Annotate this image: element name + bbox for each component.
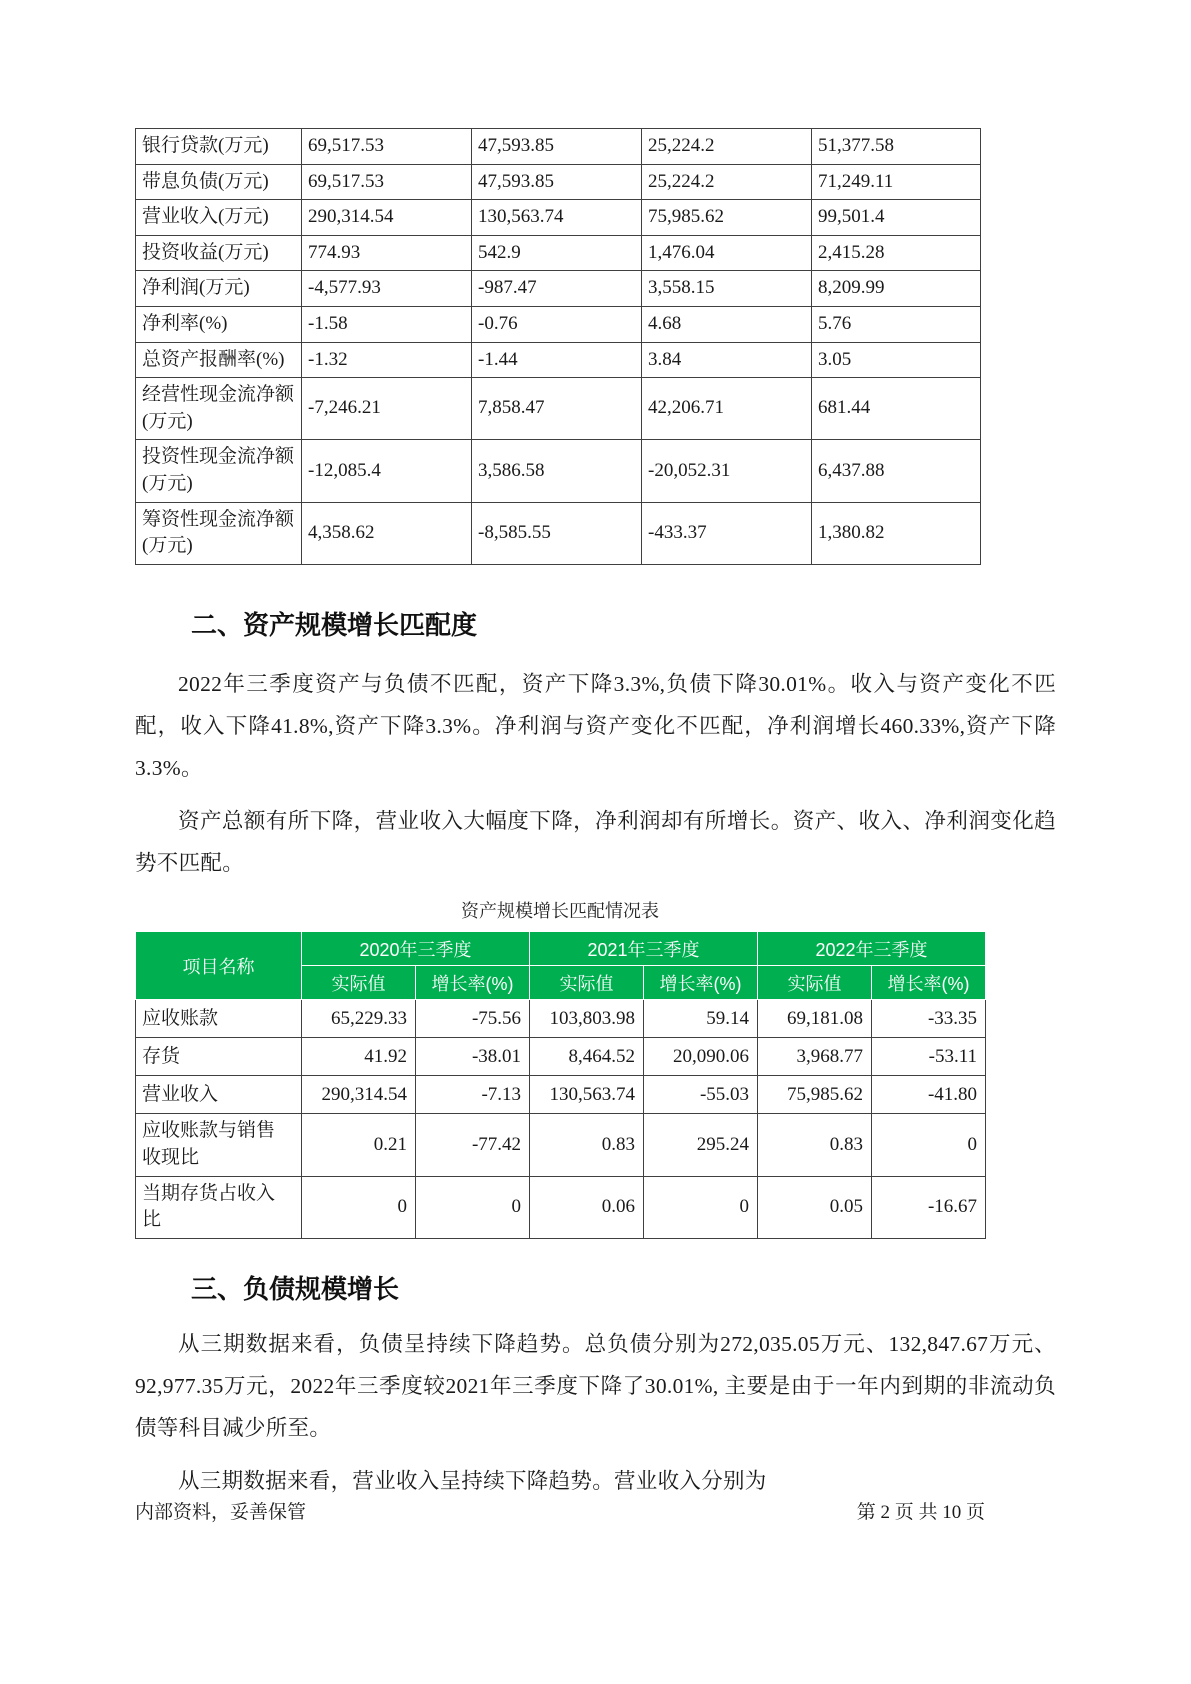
value-cell: 0 bbox=[872, 1114, 986, 1176]
metric-value: 25,224.2 bbox=[642, 129, 812, 165]
header-row-years bbox=[136, 932, 986, 966]
paragraph: 从三期数据来看，负债呈持续下降趋势。总负债分别为272,035.05万元、132,847.67万元、92,977.35万元，2022年三季度较2021年三季度下降了30.01%, 主要是由于一年内到期的非流动负债等科目减少所至。 bbox=[135, 1331, 1056, 1440]
metric-value: -433.37 bbox=[642, 502, 812, 564]
metric-value: 1,476.04 bbox=[642, 235, 812, 271]
metric-value: 290,314.54 bbox=[302, 200, 472, 236]
header-year-2020: 2020年三季度 bbox=[302, 932, 530, 966]
metric-row bbox=[136, 440, 981, 502]
value-cell: 0.05 bbox=[758, 1176, 872, 1238]
value-cell: 295.24 bbox=[644, 1114, 758, 1176]
header-growth-rate: 增长率(%) bbox=[644, 966, 758, 1000]
metric-value: 4.68 bbox=[642, 306, 812, 342]
item-name-cell: 存货 bbox=[136, 1038, 302, 1076]
match-row bbox=[136, 1114, 986, 1176]
match-row bbox=[136, 1038, 986, 1076]
metric-label: 总资产报酬率(%) bbox=[136, 342, 302, 378]
header-actual-value: 实际值 bbox=[302, 966, 416, 1000]
metric-label: 净利率(%) bbox=[136, 306, 302, 342]
footer-confidential-note: 内部资料，妥善保管 bbox=[135, 1502, 307, 1523]
metric-value: 7,858.47 bbox=[472, 378, 642, 440]
item-name-cell: 当期存货占收入比 bbox=[136, 1176, 302, 1238]
value-cell: -7.13 bbox=[416, 1076, 530, 1114]
metric-value: 47,593.85 bbox=[472, 164, 642, 200]
value-cell: 0.83 bbox=[530, 1114, 644, 1176]
value-cell: 0.21 bbox=[302, 1114, 416, 1176]
value-cell: 103,803.98 bbox=[530, 1000, 644, 1038]
metric-row bbox=[136, 306, 981, 342]
metric-value: -1.44 bbox=[472, 342, 642, 378]
paragraph: 资产总额有所下降，营业收入大幅度下降，净利润却有所增长。资产、收入、净利润变化趋势不匹配。 bbox=[135, 809, 1056, 876]
metric-value: -0.76 bbox=[472, 306, 642, 342]
metric-value: 3,586.58 bbox=[472, 440, 642, 502]
header-year-2022: 2022年三季度 bbox=[758, 932, 986, 966]
metric-value: 25,224.2 bbox=[642, 164, 812, 200]
value-cell: 290,314.54 bbox=[302, 1076, 416, 1114]
header-actual-value: 实际值 bbox=[530, 966, 644, 1000]
metric-row bbox=[136, 502, 981, 564]
metric-value: 542.9 bbox=[472, 235, 642, 271]
header-growth-rate: 增长率(%) bbox=[416, 966, 530, 1000]
value-cell: -16.67 bbox=[872, 1176, 986, 1238]
metric-label: 银行贷款(万元) bbox=[136, 129, 302, 165]
metric-value: -7,246.21 bbox=[302, 378, 472, 440]
metric-row bbox=[136, 200, 981, 236]
table-caption: 资产规模增长匹配情况表 bbox=[461, 901, 659, 922]
section-heading-debt-growth: 三、负债规模增长 bbox=[191, 1273, 400, 1304]
metric-value: 69,517.53 bbox=[302, 164, 472, 200]
match-table-header bbox=[136, 932, 986, 1000]
metric-value: -987.47 bbox=[472, 271, 642, 307]
metric-row bbox=[136, 378, 981, 440]
value-cell: 0 bbox=[644, 1176, 758, 1238]
metric-value: 69,517.53 bbox=[302, 129, 472, 165]
value-cell: 130,563.74 bbox=[530, 1076, 644, 1114]
metric-row bbox=[136, 164, 981, 200]
metric-value: 774.93 bbox=[302, 235, 472, 271]
metric-value: 681.44 bbox=[812, 378, 981, 440]
metric-label: 净利润(万元) bbox=[136, 271, 302, 307]
item-name-cell: 营业收入 bbox=[136, 1076, 302, 1114]
financial-metrics-table bbox=[135, 128, 981, 565]
value-cell: -41.80 bbox=[872, 1076, 986, 1114]
asset-growth-match-table bbox=[135, 931, 986, 1238]
metric-label: 筹资性现金流净额(万元) bbox=[136, 502, 302, 564]
metric-label: 营业收入(万元) bbox=[136, 200, 302, 236]
match-row bbox=[136, 1000, 986, 1038]
header-actual-value: 实际值 bbox=[758, 966, 872, 1000]
metric-value: -4,577.93 bbox=[302, 271, 472, 307]
metric-value: 3.84 bbox=[642, 342, 812, 378]
header-year-2021: 2021年三季度 bbox=[530, 932, 758, 966]
metric-value: 1,380.82 bbox=[812, 502, 981, 564]
value-cell: 65,229.33 bbox=[302, 1000, 416, 1038]
metric-value: 5.76 bbox=[812, 306, 981, 342]
header-item-name: 项目名称 bbox=[136, 932, 302, 1000]
metric-value: 130,563.74 bbox=[472, 200, 642, 236]
header-growth-rate: 增长率(%) bbox=[872, 966, 986, 1000]
value-cell: -53.11 bbox=[872, 1038, 986, 1076]
paragraph: 2022年三季度资产与负债不匹配，资产下降3.3%,负债下降30.01%。收入与资产变化不匹配，收入下降41.8%,资产下降3.3%。净利润与资产变化不匹配，净利润增长460.33%,资产下降3.3%。 bbox=[135, 671, 1056, 780]
value-cell: -75.56 bbox=[416, 1000, 530, 1038]
metric-value: 71,249.11 bbox=[812, 164, 981, 200]
value-cell: 59.14 bbox=[644, 1000, 758, 1038]
footer-page-number: 第 2 页 共 10 页 bbox=[856, 1502, 985, 1523]
value-cell: 0.06 bbox=[530, 1176, 644, 1238]
metric-value: 8,209.99 bbox=[812, 271, 981, 307]
metric-value: 2,415.28 bbox=[812, 235, 981, 271]
metric-value: -12,085.4 bbox=[302, 440, 472, 502]
value-cell: 41.92 bbox=[302, 1038, 416, 1076]
metric-row bbox=[136, 271, 981, 307]
metric-value: 51,377.58 bbox=[812, 129, 981, 165]
metric-value: 4,358.62 bbox=[302, 502, 472, 564]
value-cell: 69,181.08 bbox=[758, 1000, 872, 1038]
match-row bbox=[136, 1076, 986, 1114]
value-cell: 20,090.06 bbox=[644, 1038, 758, 1076]
value-cell: -77.42 bbox=[416, 1114, 530, 1176]
metric-row bbox=[136, 129, 981, 165]
section-heading-asset-growth-match: 二、资产规模增长匹配度 bbox=[191, 609, 478, 640]
value-cell: -38.01 bbox=[416, 1038, 530, 1076]
item-name-cell: 应收账款 bbox=[136, 1000, 302, 1038]
metric-label: 投资收益(万元) bbox=[136, 235, 302, 271]
value-cell: -55.03 bbox=[644, 1076, 758, 1114]
metric-row bbox=[136, 342, 981, 378]
match-row bbox=[136, 1176, 986, 1238]
metric-value: 3,558.15 bbox=[642, 271, 812, 307]
metric-value: -20,052.31 bbox=[642, 440, 812, 502]
paragraph: 从三期数据来看，营业收入呈持续下降趋势。营业收入分别为 bbox=[178, 1469, 767, 1494]
metric-value: 99,501.4 bbox=[812, 200, 981, 236]
metric-label: 经营性现金流净额(万元) bbox=[136, 378, 302, 440]
value-cell: -33.35 bbox=[872, 1000, 986, 1038]
metric-value: 75,985.62 bbox=[642, 200, 812, 236]
metric-label: 投资性现金流净额(万元) bbox=[136, 440, 302, 502]
metric-value: -8,585.55 bbox=[472, 502, 642, 564]
metric-value: 42,206.71 bbox=[642, 378, 812, 440]
value-cell: 0 bbox=[302, 1176, 416, 1238]
page-content bbox=[135, 128, 1056, 1515]
value-cell: 3,968.77 bbox=[758, 1038, 872, 1076]
value-cell: 0.83 bbox=[758, 1114, 872, 1176]
item-name-cell: 应收账款与销售收现比 bbox=[136, 1114, 302, 1176]
value-cell: 75,985.62 bbox=[758, 1076, 872, 1114]
value-cell: 0 bbox=[416, 1176, 530, 1238]
value-cell: 8,464.52 bbox=[530, 1038, 644, 1076]
metric-value: -1.58 bbox=[302, 306, 472, 342]
metric-row bbox=[136, 235, 981, 271]
footer bbox=[135, 1497, 985, 1524]
metric-value: 47,593.85 bbox=[472, 129, 642, 165]
metric-value: 3.05 bbox=[812, 342, 981, 378]
metric-label: 带息负债(万元) bbox=[136, 164, 302, 200]
metric-value: -1.32 bbox=[302, 342, 472, 378]
metric-value: 6,437.88 bbox=[812, 440, 981, 502]
